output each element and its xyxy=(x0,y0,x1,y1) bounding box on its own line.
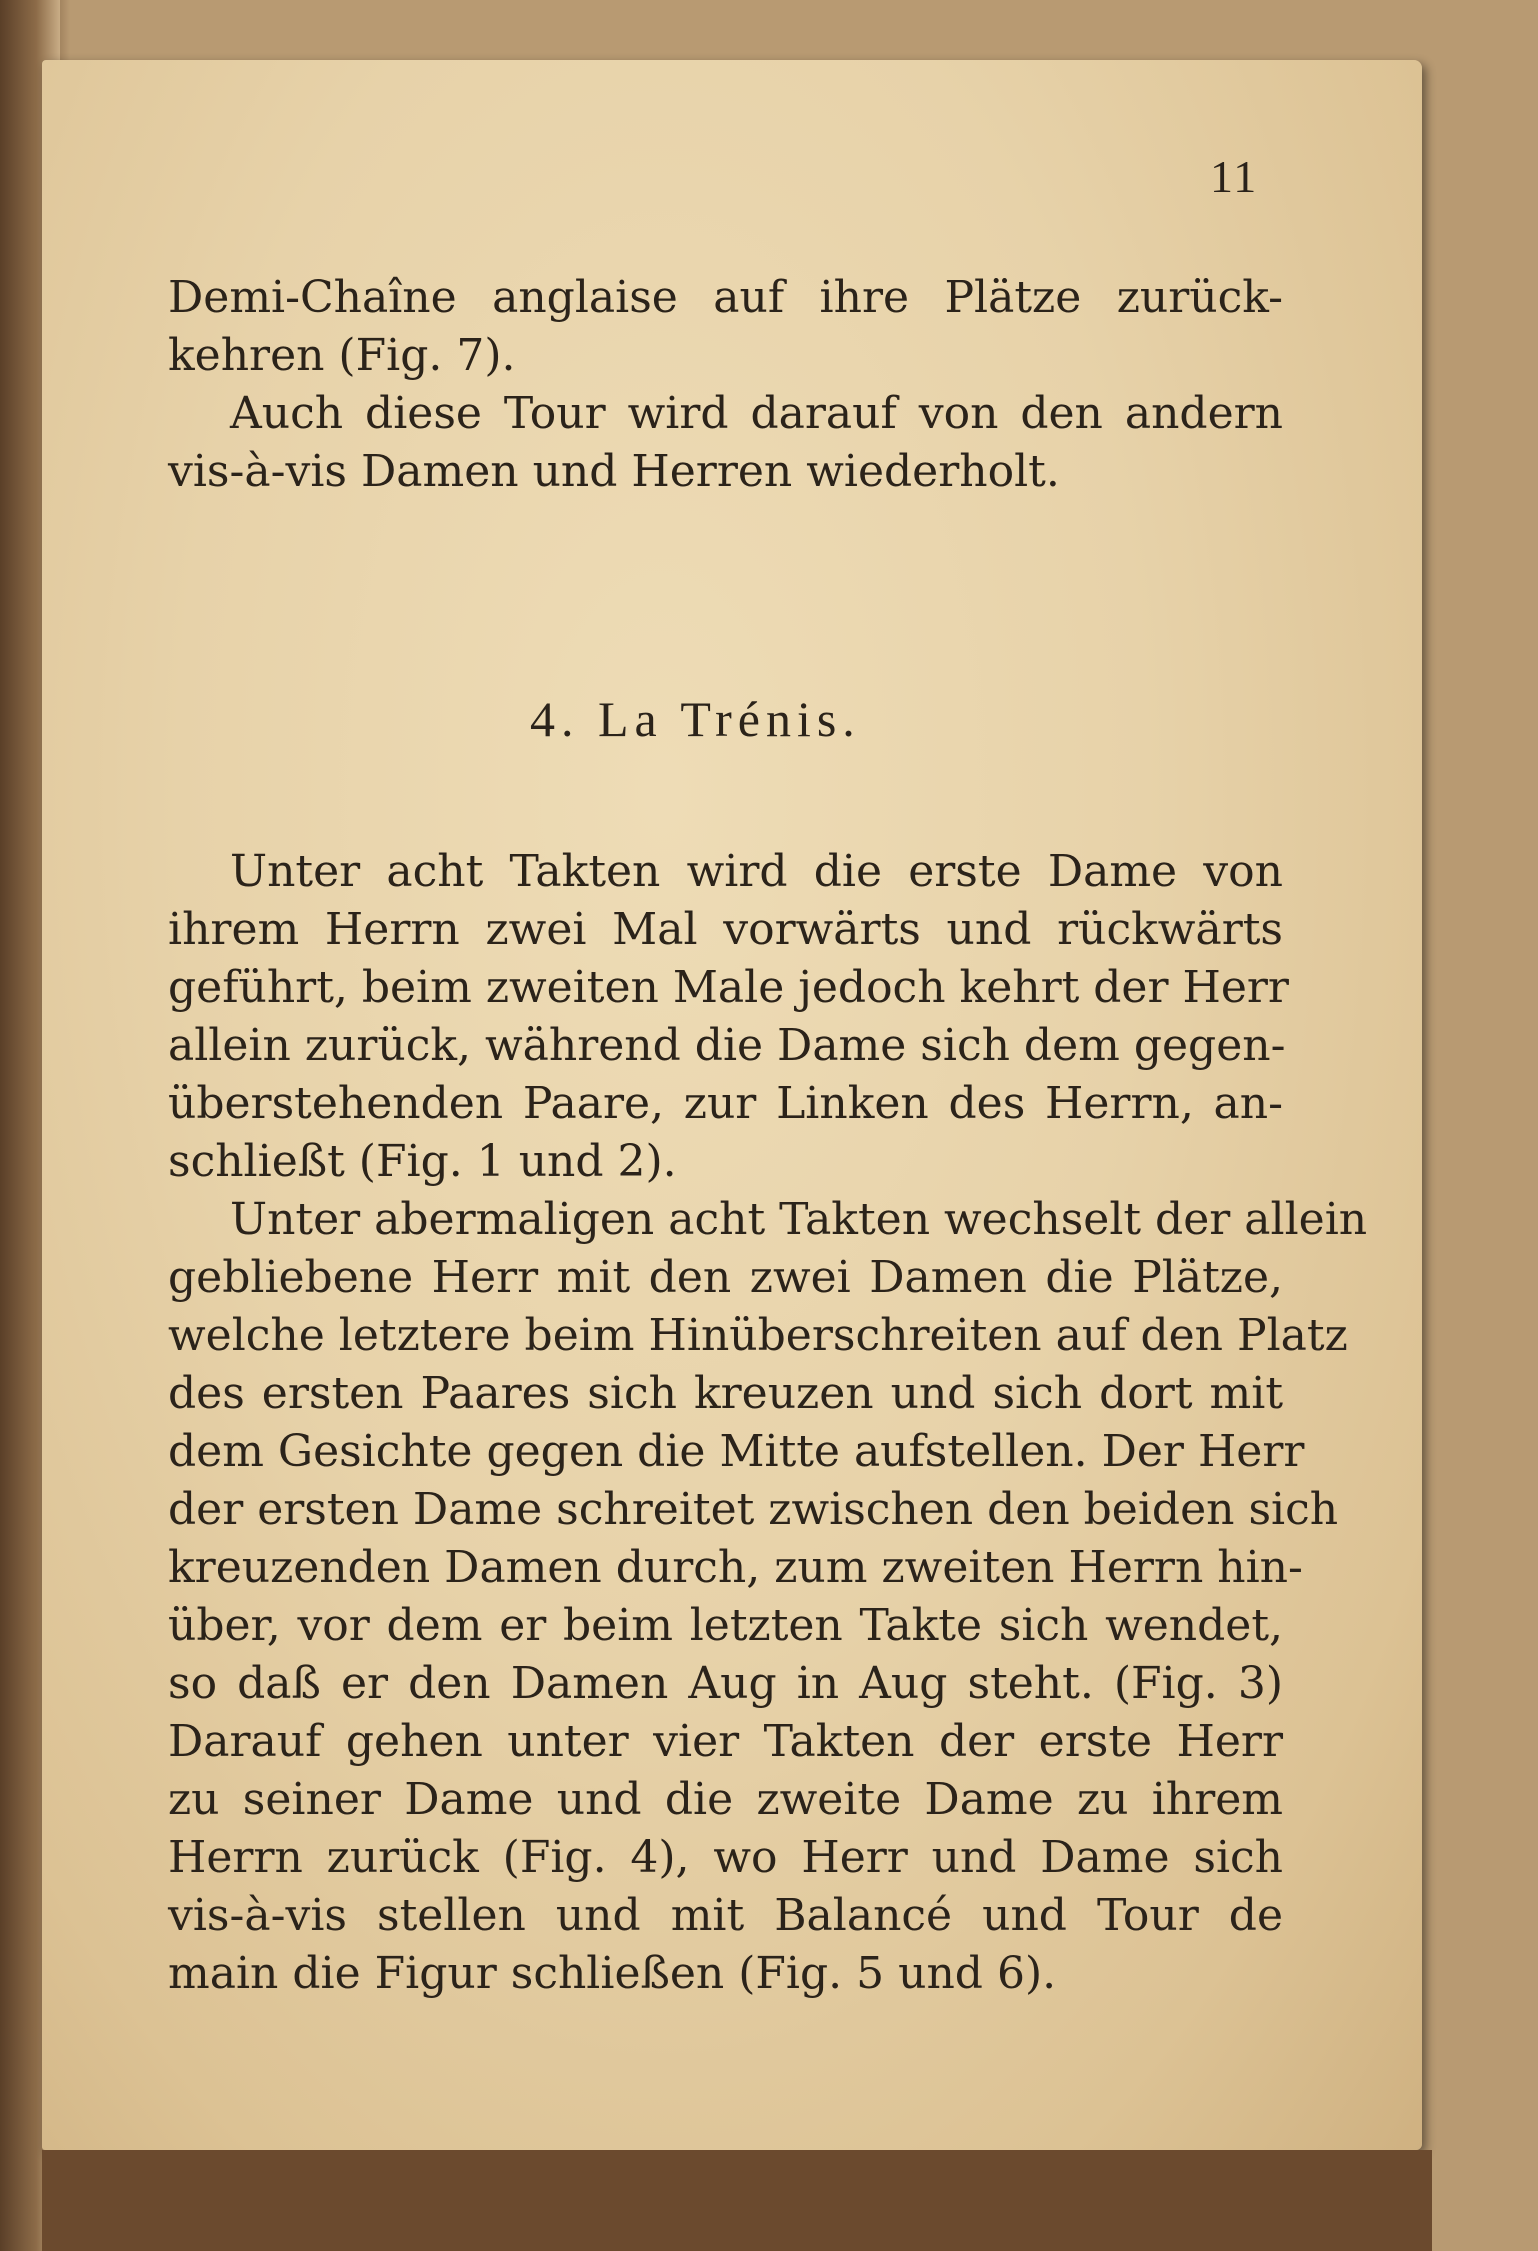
text-line: dem Gesichte gegen die Mitte aufstellen. Der Herr xyxy=(168,1426,1305,1477)
text-line: allein zurück, während die Dame sich dem gegen- xyxy=(168,1020,1286,1071)
page-number: 11 xyxy=(1210,151,1259,202)
background-below-page xyxy=(42,2150,1432,2251)
text-line: Unter acht Takten wird die erste Dame von xyxy=(230,846,1283,897)
text-line: Demi-Chaîne anglaise auf ihre Plätze zurück- xyxy=(168,272,1283,323)
text-line: Herrn zurück (Fig. 4), wo Herr und Dame sich xyxy=(168,1832,1283,1883)
text-line: der ersten Dame schreitet zwischen den beiden sich xyxy=(168,1484,1339,1535)
text-line: Auch diese Tour wird darauf von den andern xyxy=(230,388,1283,439)
text-line: vis-à-vis Damen und Herren wiederholt. xyxy=(168,446,1060,497)
text-line: gebliebene Herr mit den zwei Damen die Plätze, xyxy=(168,1252,1283,1303)
text-line: ihrem Herrn zwei Mal vorwärts und rückwärts xyxy=(168,904,1283,955)
text-line: so daß er den Damen Aug in Aug steht. (Fig. 3) xyxy=(168,1658,1283,1709)
text-line: geführt, beim zweiten Male jedoch kehrt der Herr xyxy=(168,962,1289,1013)
text-line: kreuzenden Damen durch, zum zweiten Herrn hin- xyxy=(168,1542,1303,1593)
text-line: main die Figur schließen (Fig. 5 und 6). xyxy=(168,1948,1057,1999)
text-line: kehren (Fig. 7). xyxy=(168,330,516,381)
section-heading: 4. La Trénis. xyxy=(530,691,861,747)
text-line: welche letztere beim Hinüberschreiten auf den Platz xyxy=(168,1310,1348,1361)
text-line: überstehenden Paare, zur Linken des Herrn, an- xyxy=(168,1078,1283,1129)
text-line: vis-à-vis stellen und mit Balancé und Tour de xyxy=(168,1890,1283,1941)
text-line: des ersten Paares sich kreuzen und sich dort mit xyxy=(168,1368,1283,1419)
text-line: schließt (Fig. 1 und 2). xyxy=(168,1136,677,1187)
text-line: Unter abermaligen acht Takten wechselt der allein xyxy=(230,1194,1368,1245)
text-line: Darauf gehen unter vier Takten der erste Herr xyxy=(168,1716,1283,1767)
text-line: über, vor dem er beim letzten Takte sich wendet, xyxy=(168,1600,1283,1651)
text-line: zu seiner Dame und die zweite Dame zu ihrem xyxy=(168,1774,1283,1825)
